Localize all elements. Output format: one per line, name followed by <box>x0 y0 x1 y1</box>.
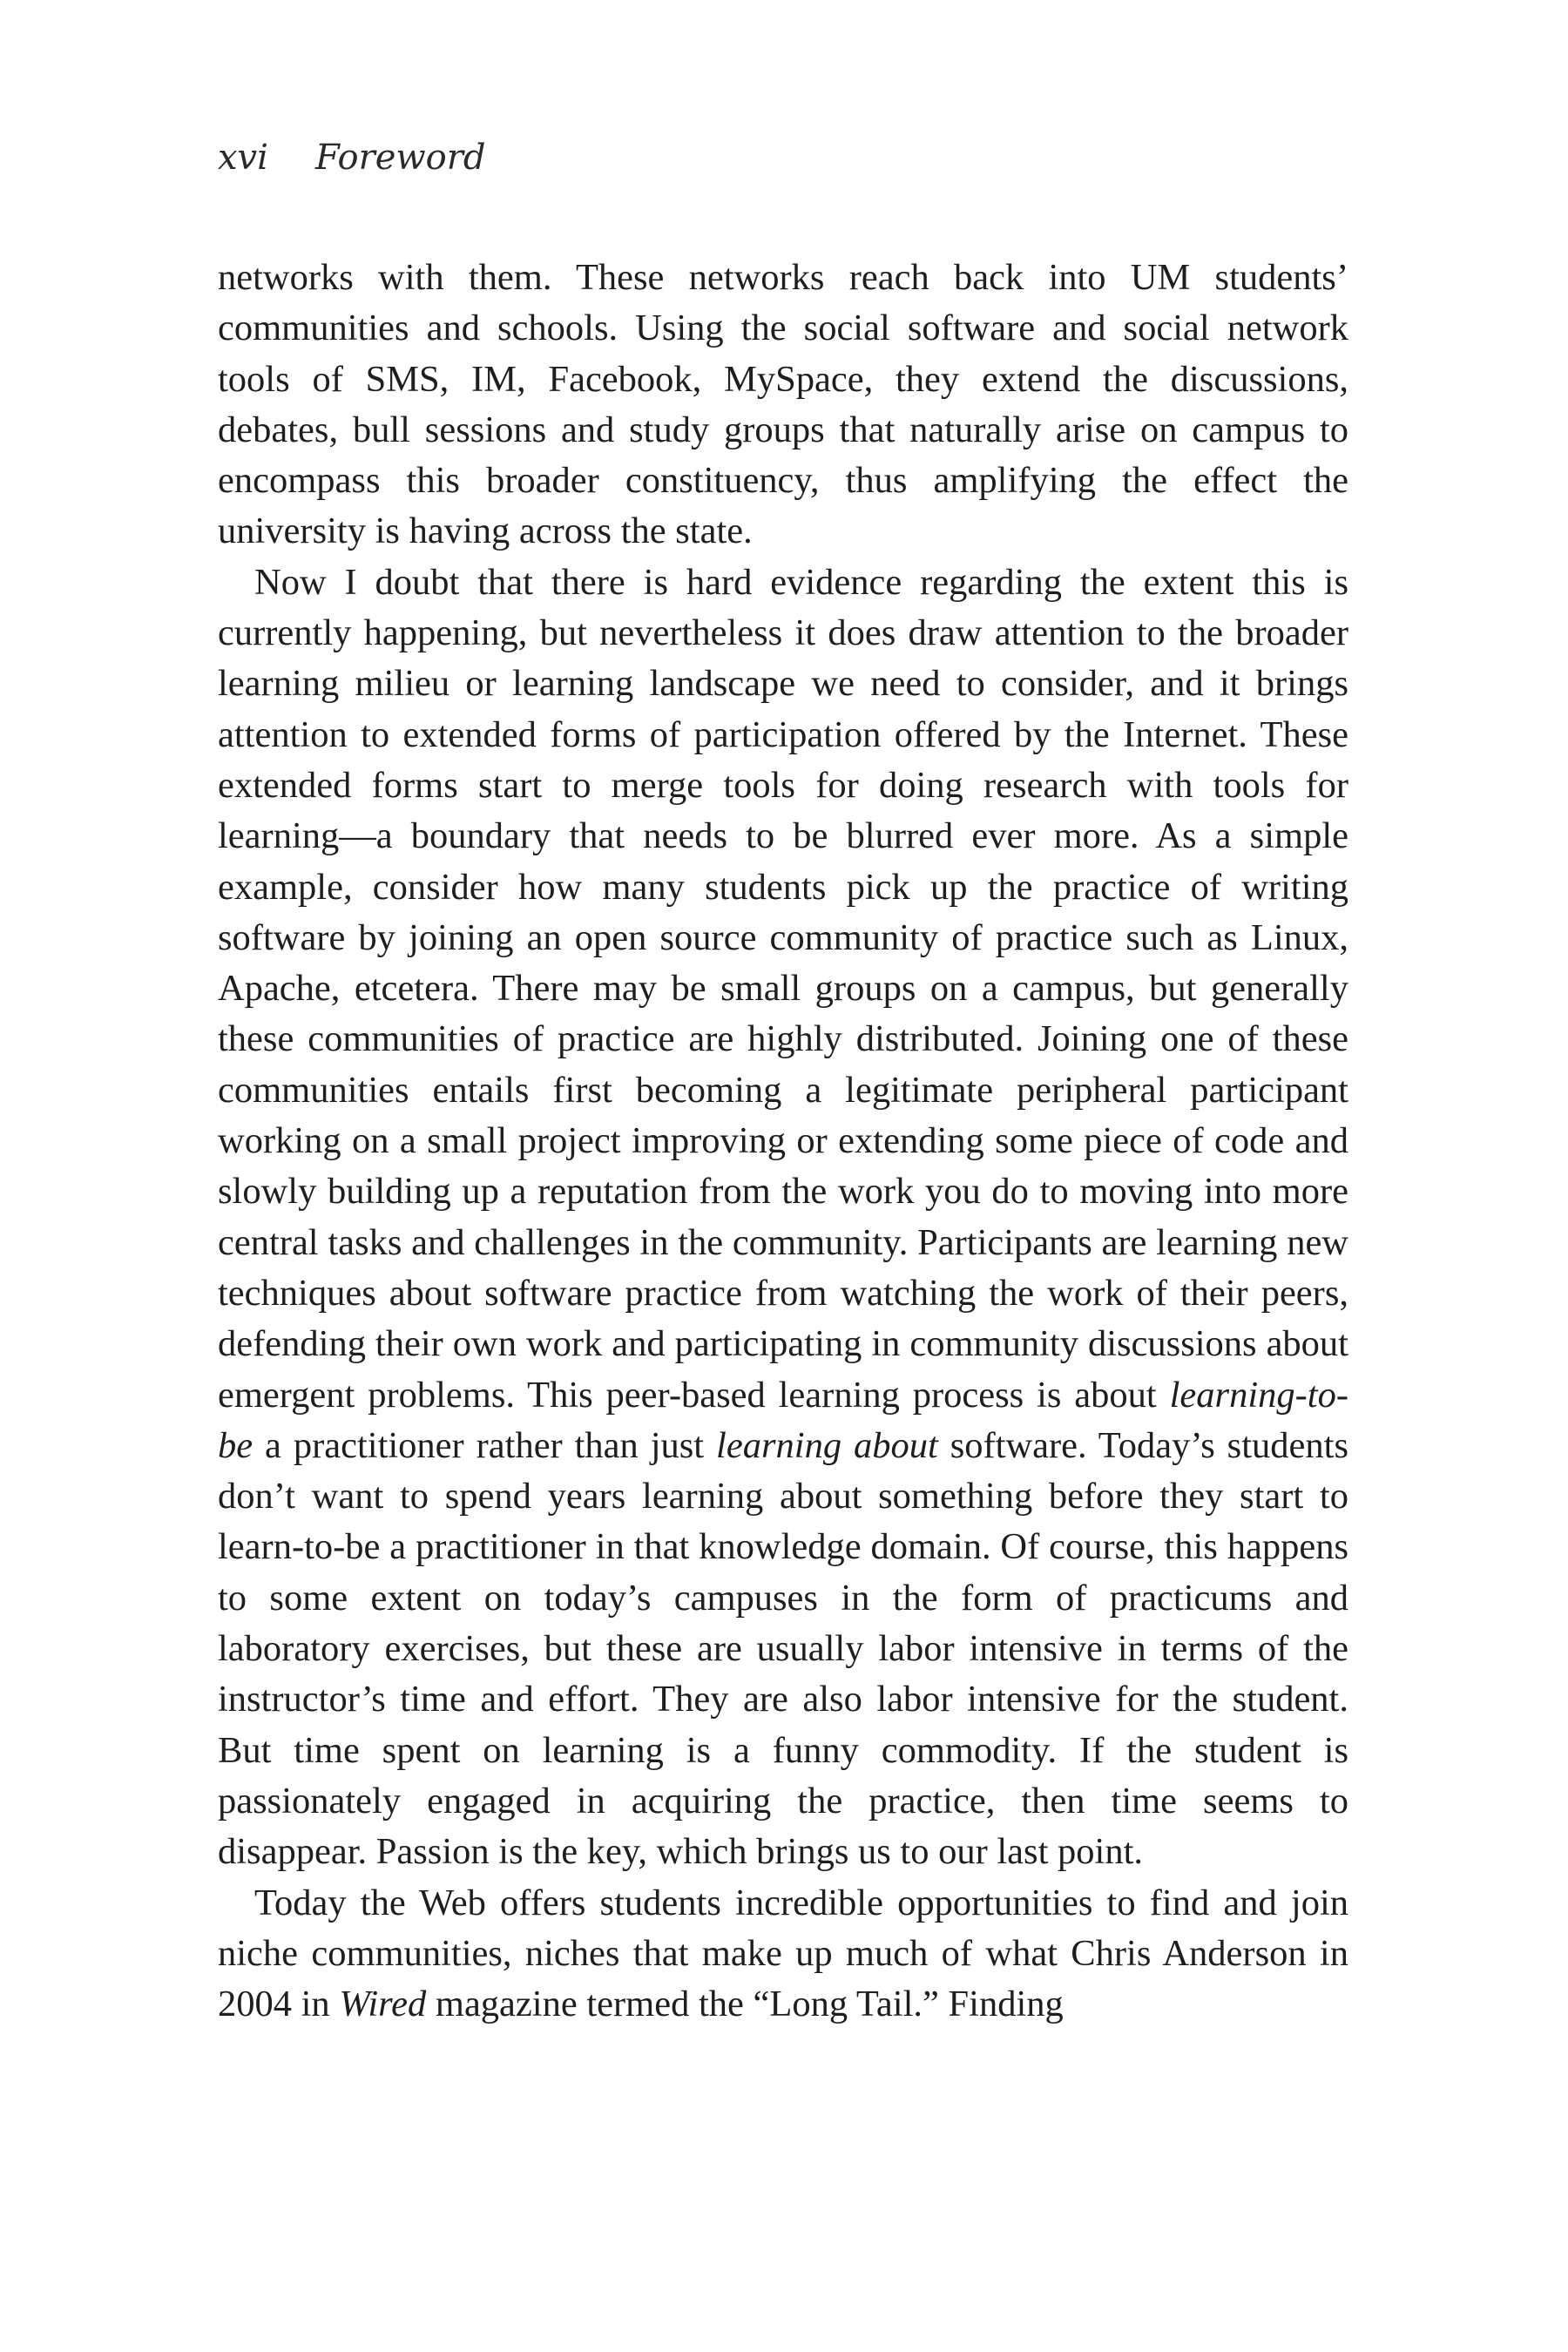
paragraph-text: a practitioner rather than just <box>253 1424 717 1466</box>
italic-phrase: Wired <box>339 1984 427 2025</box>
page-number: xvi <box>218 138 268 178</box>
running-title: Foreword <box>314 138 486 178</box>
running-head <box>218 138 485 178</box>
italic-phrase: learning-to-be <box>218 1374 1348 1466</box>
paragraph-now-i-doubt <box>218 558 1348 1878</box>
paragraph-continued: networks with them. These networks reach back into UM students’ communities and schools. Using the social software and social network tools of SMS, IM, Facebook, MySpace, they extend the discussions, debates, bull sessions and study groups that naturally arise on campus to encompass this broader constituency, thus amplifying the effect the university is having across the state. <box>218 257 1348 552</box>
paragraph-text: Now I doubt that there is hard evidence regarding the extent this is currently happening, but nevertheless it does draw attention to the broader learning milieu or learning landscape we need to consider, and it brings attention to extended forms of participation offered by the Internet. These extended forms start to merge tools for doing research with tools for learning—a boundary that needs to be blurred ever more. As a simple example, consider how many students pick up the practice of writing software by joining an open source community of practice such as Linux, Apache, etcetera. There may be small groups on a campus, but generally these communities of practice are highly distributed. Joining one of these communities entails first becoming a legitimate peripheral participant working on a small project improving or extending some piece of code and slowly building up a reputation from the work you do to moving into more central tasks and challenges in the community. Participants are learning new techniques about software practice from watching the work of their peers, defending their own work and participating in community discussions about emergent problems. This peer-based learning process is about <box>218 561 1348 1416</box>
paragraph-text: Today the Web offers students incredible opportunities to find and join niche communities, niches that make up much of what Chris Anderson in 2004 in <box>218 1882 1348 2025</box>
paragraph-today-the-web <box>218 1878 1348 2031</box>
italic-phrase: learning about <box>716 1424 938 1466</box>
paragraph-text: software. Today’s students don’t want to spend years learning about something before they start to learn-to-be a practitioner in that knowledge domain. Of course, this happens to some extent on today’s campuses in the form of practicums and laboratory exercises, but these are usually labor intensive in terms of the instructor’s time and effort. They are also labor intensive for the student. But time spent on learning is a funny commodity. If the student is passionately engaged in acquiring the practice, then time seems to disappear. Passion is the key, which brings us to our last point. <box>218 1424 1348 1873</box>
body-text <box>218 253 1348 2030</box>
paragraph-text: magazine termed the “Long Tail.” Finding <box>426 1984 1064 2025</box>
